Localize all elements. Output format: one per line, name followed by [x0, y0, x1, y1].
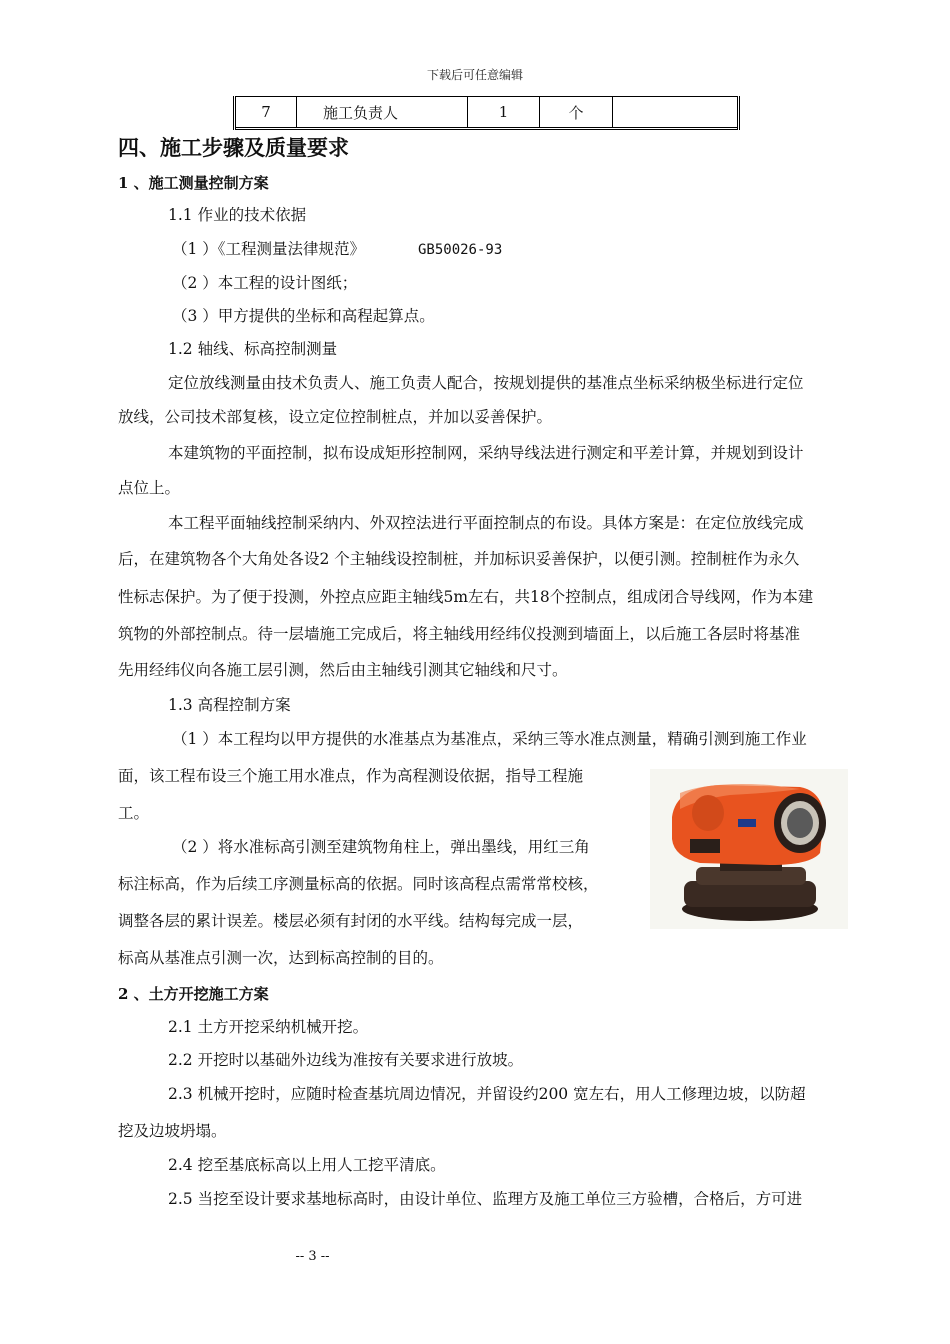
table-row: [235, 97, 739, 129]
list-item: 2.2 开挖时以基础外边线为准按有关要求进行放坡。: [168, 1051, 524, 1069]
reference-1-title: （1 ）《工程测量法律规范》: [172, 240, 366, 258]
table-cell-remark: [613, 97, 739, 129]
list-item: 2.5 当挖至设计要求基地标高时，由设计单位、监理方及施工单位三方验槽，合格后，方可进: [168, 1190, 803, 1208]
header-note: 下载后可任意编辑: [426, 68, 523, 82]
heading-1-2: 1.2 轴线、标高控制测量: [168, 340, 338, 358]
reference-3: （3 ）甲方提供的坐标和高程起算点。: [172, 307, 435, 325]
section-title: 四、施工步骤及质量要求: [118, 135, 349, 160]
equipment-table: [233, 96, 740, 130]
list-item-continuation: 挖及边坡坍塌。: [118, 1122, 227, 1140]
paragraph-line: 本工程平面轴线控制采纳内、外双控法进行平面控制点的布设。具体方案是：在定位放线完成: [168, 514, 804, 532]
list-item: 2.4 挖至基底标高以上用人工挖平清底。: [168, 1156, 446, 1174]
paragraph-line: 工。: [118, 804, 150, 822]
paragraph-line: 标高从基准点引测一次，达到标高控制的目的。: [118, 949, 444, 967]
table-cell-quantity: 1: [468, 97, 540, 129]
table-cell-name: 施工负责人: [297, 97, 468, 129]
level-instrument-image: [650, 769, 848, 929]
paragraph-line: （2 ）将水准标高引测至建筑物角柱上，弹出墨线，用红三角: [172, 838, 590, 856]
heading-1-3: 1.3 高程控制方案: [168, 696, 291, 714]
paragraph-line: 筑物的外部控制点。待一层墙施工完成后，将主轴线用经纬仪投测到墙面上，以后施工各层时将基准: [118, 625, 801, 643]
paragraph-line: 标注标高，作为后续工序测量标高的依据。同时该高程点需常常校核，: [118, 875, 599, 893]
table-cell-index: 7: [235, 97, 297, 129]
paragraph-line: 放线，公司技术部复核，设立定位控制桩点，并加以妥善保护。: [118, 408, 553, 426]
reference-1-code: GB50026-93: [417, 242, 503, 258]
paragraph-line: 调整各层的累计误差。楼层必须有封闭的水平线。结构每完成一层，: [118, 912, 584, 930]
list-item: 2.1 土方开挖采纳机械开挖。: [168, 1018, 369, 1036]
paragraph-line: 性标志保护。为了便于投测，外控点应距主轴线5m左右，共18个控制点，组成闭合导线网，作为本建: [118, 588, 814, 606]
subsection-title-excavation: 2 、土方开挖施工方案: [118, 985, 269, 1003]
heading-1-1: 1.1 作业的技术依据: [168, 206, 307, 224]
paragraph-line: （1 ）本工程均以甲方提供的水准基点为基准点，采纳三等水准点测量，精确引测到施工作业: [172, 730, 807, 748]
page-number: -- 3 --: [295, 1249, 330, 1264]
paragraph-line: 先用经纬仪向各施工层引测，然后由主轴线引测其它轴线和尺寸。: [118, 661, 568, 679]
paragraph-line: 定位放线测量由技术负责人、施工负责人配合，按规划提供的基准点坐标采纳极坐标进行定位: [168, 374, 804, 392]
table-cell-unit: 个: [540, 97, 613, 129]
list-item: 2.3 机械开挖时，应随时检查基坑周边情况，并留设约200 宽左右，用人工修理边坡，以防超: [168, 1085, 806, 1103]
reference-2: （2 ）本工程的设计图纸；: [172, 274, 358, 292]
paragraph-line: 点位上。: [118, 479, 181, 497]
paragraph-line: 本建筑物的平面控制，拟布设成矩形控制网，采纳导线法进行测定和平差计算，并规划到设计: [168, 444, 804, 462]
subsection-title-survey: 1 、施工测量控制方案: [118, 174, 269, 192]
paragraph-line: 后，在建筑物各个大角处各设2 个主轴线设控制桩，并加标识妥善保护，以便引测。控制桩作为永久: [118, 550, 800, 568]
paragraph-line: 面，该工程布设三个施工用水准点，作为高程测设依据，指导工程施: [118, 767, 584, 785]
reference-1: [172, 239, 502, 260]
